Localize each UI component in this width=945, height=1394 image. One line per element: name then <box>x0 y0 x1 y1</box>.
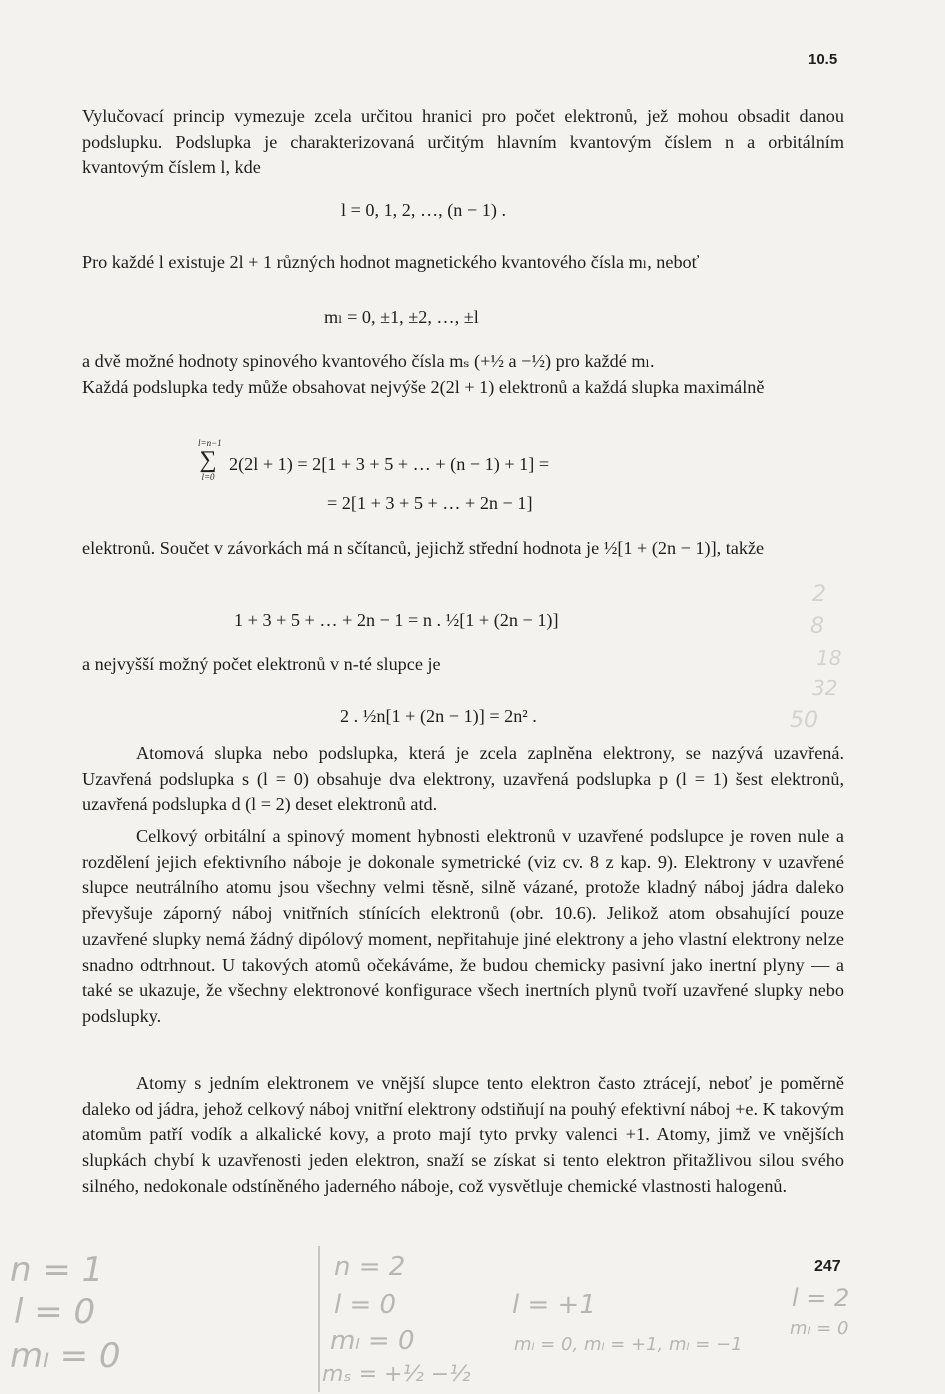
equation-l-values: l = 0, 1, 2, …, (n − 1) . <box>341 200 506 220</box>
handwritten-note: n = 1 <box>10 1250 104 1290</box>
paragraph-8: Atomy s jedním elektronem ve vnější slupce tento elektron často ztrácejí, neboť je poměrně daleko od jádra, jehož celkový náboj vnitřní elektrony odstiňují na pouhý efektivní náboj +e. K takovým atomům patří vodík a alkalické kovy, a proto mají tyto prvky valenci +1. Atomy, jimž ve vnějších slupkách chybí k uzavřenosti jeden elektron, snaží se získat si tento elektron přitažlivou silou svého silného, nedokonale odstíněného jaderného náboje, což vysvětluje chemické vlastnosti halogenů. <box>82 1073 844 1196</box>
equation-max-electrons: 2 . ½n[1 + (2n − 1)] = 2n² . <box>340 706 537 726</box>
handwritten-margin-note: 2 <box>812 582 826 607</box>
paragraph-3: a dvě možné hodnoty spinového kvantového čísla mₛ (+½ a −½) pro každé mₗ. Každá podslupka tedy může obsahovat nejvýše 2(2l + 1) elektronů a každá slupka maximálně <box>82 351 765 397</box>
paragraph-6: Atomová slupka nebo podslupka, která je zcela zaplněna elektrony, se nazývá uzavřená. Uzavřená podslupka s (l = 0) obsahuje dva elektrony, uzavřená podslupka p (l = 1) šest elektronů, uzavřená podslupka d (l = 2) deset elektronů atd. <box>82 743 844 815</box>
handwritten-note: l = 0 <box>14 1292 96 1332</box>
sum-upper-limit: l=n−1 <box>198 438 222 448</box>
equation-series-sum: 1 + 3 + 5 + … + 2n − 1 = n . ½[1 + (2n − 1)] <box>234 610 559 630</box>
equation-sum-line-1: 2(2l + 1) = 2[1 + 3 + 5 + … + (n − 1) + 1] = <box>229 454 550 474</box>
handwritten-margin-note: 18 <box>816 646 842 670</box>
handwritten-note: l = 0 <box>334 1290 397 1320</box>
handwritten-note: mₗ = 0 <box>10 1336 121 1376</box>
paragraph-2: Pro každé l existuje 2l + 1 různých hodnot magnetického kvantového čísla mₗ, neboť <box>82 252 700 272</box>
handwritten-note: mₗ = 0 <box>330 1326 415 1356</box>
sum-lower-limit: l=0 <box>201 472 215 482</box>
paragraph-5: a nejvyšší možný počet elektronů v n-té slupce je <box>82 654 441 674</box>
pencil-divider <box>318 1246 320 1392</box>
handwritten-note: mₛ = +½ −½ <box>322 1362 471 1387</box>
handwritten-note: n = 2 <box>334 1252 406 1282</box>
paragraph-1: Vylučovací princip vymezuje zcela určitou hranici pro počet elektronů, jež mohou obsadit danou podslupku. Podslupka je charakterizovaná určitým hlavním kvantovým číslem n a orbitálním kvantovým číslem l, kde <box>82 106 844 178</box>
handwritten-note: l = 2 <box>792 1284 850 1312</box>
sum-symbol: ∑ <box>199 447 217 473</box>
paragraph-7: Celkový orbitální a spinový moment hybnosti elektronů v uzavřené podslupce je roven nule a rozdělení jejich efektivního náboje je dokonale symetrické (viz cv. 8 z kap. 9). Elektrony v uzavřené slupce neutrálního atomu jsou všechny velmi těsně, silně vázané, protože kladný náboj jádra daleko převyšuje záporný náboj vnitřních stínících elektronů (obr. 10.6). Jelikož atom obsahující pouze uzavřené slupky nemá žádný dipólový moment, nepřitahuje jiné elektrony a jeho vlastní elektrony nelze snadno odtrhnout. U takových atomů očekáváme, že budou chemicky pasivní jako inertní plyny — a také se ukazuje, že všechny elektronové konfigurace všech inertních plynů tvoří uzavřené slupky nebo podslupky. <box>82 826 844 1026</box>
page-number: 247 <box>814 1258 841 1275</box>
equation-sum-line-2: = 2[1 + 3 + 5 + … + 2n − 1] <box>327 493 533 513</box>
summation-sign <box>198 438 222 482</box>
handwritten-note: mₗ = 0 <box>790 1318 849 1339</box>
handwritten-margin-note: 32 <box>812 676 838 700</box>
handwritten-note: l = +1 <box>512 1290 596 1320</box>
equation-ml-values: mₗ = 0, ±1, ±2, …, ±l <box>324 307 479 327</box>
handwritten-margin-note: 50 <box>790 708 818 733</box>
handwritten-margin-note: 8 <box>810 614 824 639</box>
handwritten-note: mₗ = 0, mₗ = +1, mₗ = −1 <box>514 1334 743 1355</box>
section-number: 10.5 <box>808 51 838 68</box>
paragraph-4: elektronů. Součet v závorkách má n sčítanců, jejichž střední hodnota je ½[1 + (2n − 1)], takže <box>82 538 765 558</box>
